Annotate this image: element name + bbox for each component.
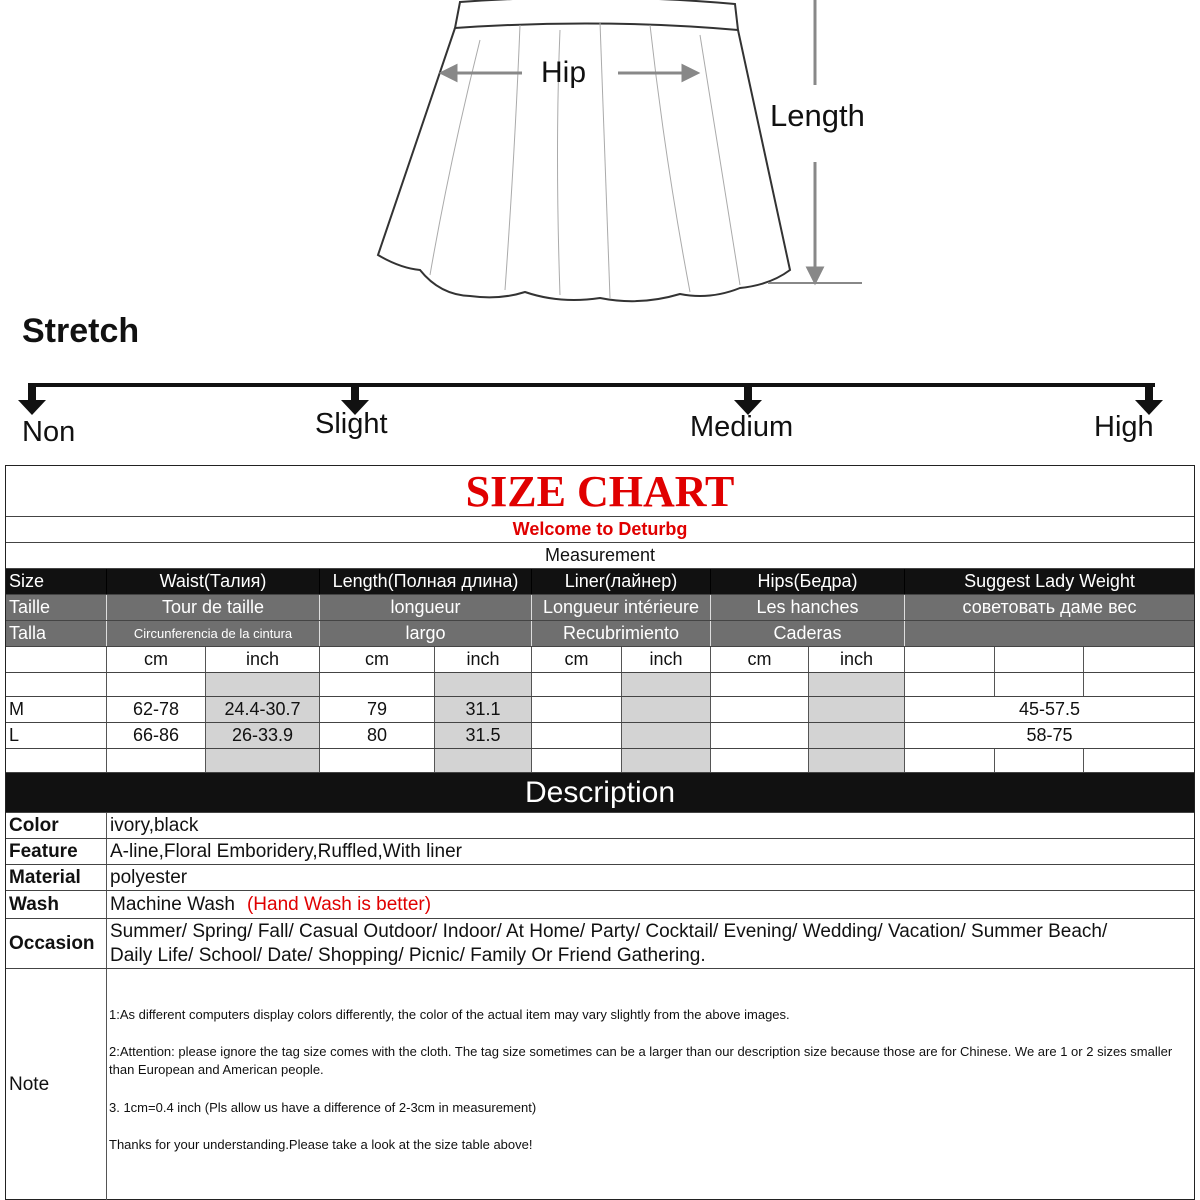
header-liner: Liner(лайнер) bbox=[532, 569, 711, 594]
waist-inch-cell: 26-33.9 bbox=[206, 723, 320, 748]
description-header-row bbox=[6, 773, 1194, 813]
header-row-fr bbox=[6, 595, 1194, 621]
material-value: polyester bbox=[110, 866, 188, 888]
table-row-m bbox=[6, 697, 1194, 723]
size-chart-title: SIZE CHART bbox=[465, 466, 735, 516]
waist-inch-cell: 24.4-30.7 bbox=[206, 697, 320, 722]
weight-sub-2 bbox=[995, 647, 1084, 672]
unit-waist-cm: cm bbox=[107, 647, 206, 672]
stretch-level-medium: Medium bbox=[690, 411, 794, 443]
color-label: Color bbox=[6, 813, 107, 838]
hip-label: Hip bbox=[541, 56, 587, 89]
header-row-es bbox=[6, 621, 1194, 647]
header-fr-size: Taille bbox=[6, 595, 107, 620]
header-es-weight bbox=[905, 621, 1194, 646]
header-fr-waist: Tour de taille bbox=[107, 595, 320, 620]
skirt-illustration bbox=[378, 0, 790, 301]
measurement-row bbox=[6, 543, 1194, 569]
header-es-hips: Caderas bbox=[711, 621, 905, 646]
chart-title-row bbox=[6, 466, 1194, 517]
wash-value: Machine Wash bbox=[110, 893, 235, 915]
stretch-title: Stretch bbox=[22, 312, 140, 350]
wash-note: (Hand Wash is better) bbox=[246, 893, 432, 915]
note-line-4: Thanks for your understanding.Please take a look at the size table above! bbox=[109, 1137, 533, 1152]
note-label: Note bbox=[6, 969, 107, 1200]
length-inch-cell: 31.5 bbox=[435, 723, 532, 748]
size-cell: M bbox=[6, 697, 107, 722]
feature-value: A-line,Floral Emboridery,Ruffled,With liner bbox=[110, 840, 462, 862]
unit-length-cm: cm bbox=[320, 647, 435, 672]
occasion-line-1: Summer/ Spring/ Fall/ Casual Outdoor/ Indoor/ At Home/ Party/ Cocktail/ Evening/ Wedding/ Vacation/ Summer Beach/ bbox=[110, 920, 1108, 942]
header-length: Length(Полная длина) bbox=[320, 569, 532, 594]
header-waist: Waist(Талия) bbox=[107, 569, 320, 594]
header-hips: Hips(Бедра) bbox=[711, 569, 905, 594]
header-size: Size bbox=[6, 569, 107, 594]
material-label: Material bbox=[6, 865, 107, 890]
unit-length-inch: inch bbox=[435, 647, 532, 672]
occasion-value bbox=[107, 919, 1194, 968]
stretch-level-slight: Slight bbox=[315, 408, 388, 440]
weight-sub-1 bbox=[905, 647, 995, 672]
length-label: Length bbox=[770, 98, 865, 133]
occasion-line-2: Daily Life/ School/ Date/ Shopping/ Picnic/ Family Or Friend Gathering. bbox=[110, 944, 706, 966]
table-row bbox=[6, 673, 1194, 697]
header-fr-weight: советовать даме вес bbox=[962, 597, 1137, 617]
feature-label: Feature bbox=[6, 839, 107, 864]
desc-row-feature bbox=[6, 839, 1194, 865]
description-title: Description bbox=[524, 775, 676, 809]
unit-liner-cm: cm bbox=[532, 647, 622, 672]
header-es-size: Talla bbox=[6, 621, 107, 646]
color-value: ivory,black bbox=[110, 814, 199, 836]
unit-hips-inch: inch bbox=[809, 647, 905, 672]
length-cm-cell: 79 bbox=[320, 697, 435, 722]
note-line-2: 2:Attention: please ignore the tag size comes with the cloth. The tag size sometimes can be a larger than our description size because those are for Chinese. We are 1 or 2 sizes smaller than European and American people. bbox=[109, 1044, 1173, 1077]
table-row-l bbox=[6, 723, 1194, 749]
table-row bbox=[6, 749, 1194, 773]
length-arrow bbox=[768, 0, 862, 283]
header-row-en bbox=[6, 569, 1194, 595]
desc-row-note bbox=[6, 969, 1194, 1200]
header-es-liner: Recubrimiento bbox=[532, 621, 711, 646]
units-blank bbox=[6, 647, 107, 672]
header-fr-liner: Longueur intérieure bbox=[532, 595, 711, 620]
waist-cm-cell: 62-78 bbox=[107, 697, 206, 722]
size-cell: L bbox=[6, 723, 107, 748]
wash-cell bbox=[107, 891, 1194, 918]
waist-cm-cell: 66-86 bbox=[107, 723, 206, 748]
note-line-1: 1:As different computers display colors differently, the color of the actual item may vary slightly from the above images. bbox=[109, 1007, 790, 1022]
unit-hips-cm: cm bbox=[711, 647, 809, 672]
wash-label: Wash bbox=[6, 891, 107, 918]
size-chart-table bbox=[5, 465, 1195, 1200]
header-fr-hips: Les hanches bbox=[711, 595, 905, 620]
header-weight: Suggest Lady Weight bbox=[964, 571, 1135, 591]
weight-sub-3 bbox=[1084, 647, 1194, 672]
desc-row-occasion bbox=[6, 919, 1194, 969]
stretch-level-high: High bbox=[1094, 411, 1154, 443]
desc-row-color bbox=[6, 813, 1194, 839]
unit-liner-inch: inch bbox=[622, 647, 711, 672]
header-fr-length: longueur bbox=[320, 595, 532, 620]
weight-cell: 58-75 bbox=[1026, 725, 1073, 745]
occasion-label: Occasion bbox=[6, 919, 107, 968]
welcome-text: Welcome to Deturbg bbox=[512, 519, 688, 539]
length-inch-cell: 31.1 bbox=[435, 697, 532, 722]
skirt-diagram bbox=[0, 0, 1200, 310]
note-line-3: 3. 1cm=0.4 inch (Pls allow us have a difference of 2-3cm in measurement) bbox=[109, 1100, 537, 1115]
measurement-label: Measurement bbox=[544, 545, 656, 565]
unit-waist-inch: inch bbox=[206, 647, 320, 672]
header-es-waist: Circunferencia de la cintura bbox=[107, 621, 320, 646]
desc-row-wash bbox=[6, 891, 1194, 919]
length-cm-cell: 80 bbox=[320, 723, 435, 748]
stretch-scale bbox=[0, 370, 1200, 420]
weight-cell: 45-57.5 bbox=[1018, 699, 1081, 719]
desc-row-material bbox=[6, 865, 1194, 891]
header-es-length: largo bbox=[320, 621, 532, 646]
units-row bbox=[6, 647, 1194, 673]
stretch-level-non: Non bbox=[22, 416, 76, 448]
welcome-row bbox=[6, 517, 1194, 543]
